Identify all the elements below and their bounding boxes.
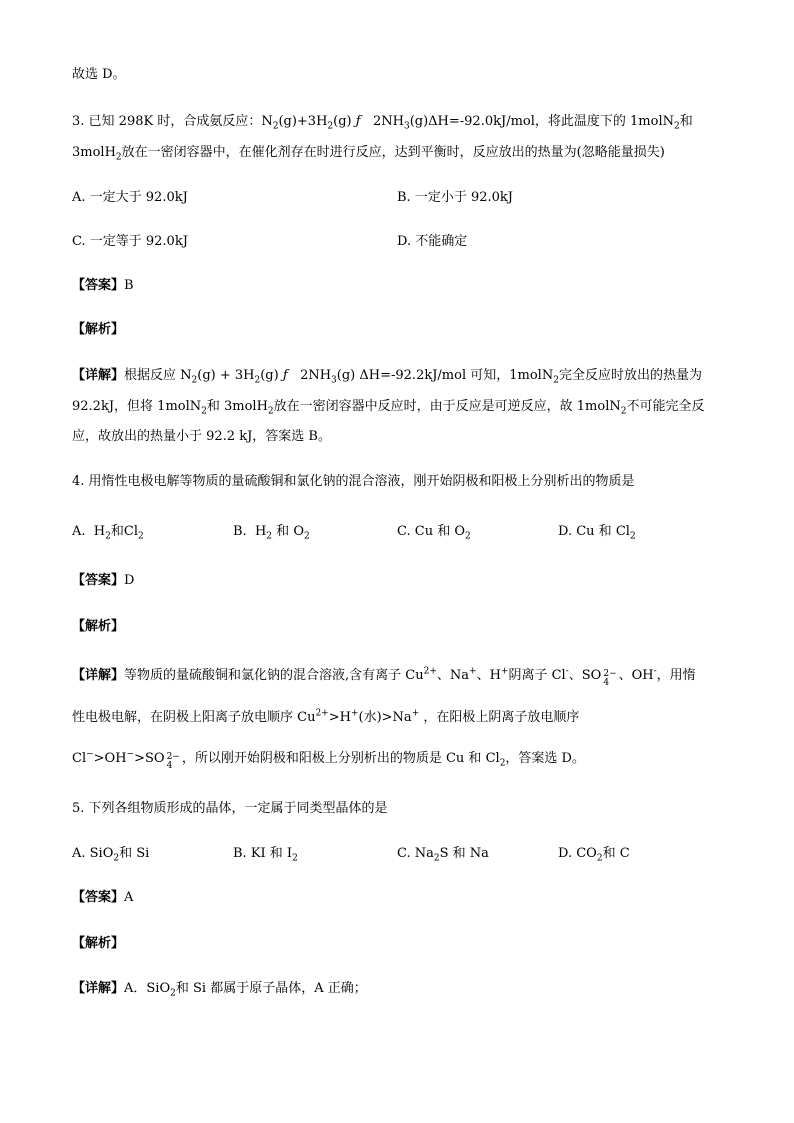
q3-analysis-label: 【解析】: [72, 322, 125, 337]
q4-option-b: B. $H_2$ 和 $O_2$: [233, 524, 310, 542]
q4-option-a: A. $H_2$和$Cl_2$: [72, 524, 144, 542]
q3-detail-line1: 【详解】根据反应 $N_2(g) + 3H_2(g)$ ƒ $2NH_3(g)$ ΔH=-92.2kJ/mol 可知，1molN$_2$完全反应时放出的热量为: [72, 368, 702, 386]
prev-conclusion: 故选 D。: [72, 67, 126, 82]
q4-option-d: D. Cu 和 $Cl_2$: [558, 524, 636, 542]
q3-stem-line2: 3molH$_2$放在一密闭容器中，在催化剂存在时进行反应，达到平衡时，反应放出的热量为(忽略能量损失): [72, 145, 665, 163]
q5-answer: 【答案】A: [72, 890, 134, 905]
q3-option-d: D. 不能确定: [397, 234, 468, 249]
q4-detail-line2: 性电极电解，在阴极上阳离子放电顺序 $Cu^{2+}>H^+$(水)>Na+ ，在阳极上阴离子放电顺序: [72, 708, 580, 725]
q3-answer: 【答案】B: [72, 278, 134, 293]
q5-detail-line1: 【详解】A．SiO$_2$和 Si 都属于原子晶体，A 正确；: [72, 981, 367, 999]
q5-option-d: D. $CO_2$和 C: [558, 846, 630, 864]
q5-analysis-label: 【解析】: [72, 936, 125, 951]
q4-detail-line1: 【详解】等物质的量硫酸铜和氯化钠的混合溶液,含有离子 $Cu^{2+}$、Na+、H+阴离子 Cl-、SO 2− 4 、OH-，用惰: [72, 666, 696, 688]
q4-answer: 【答案】D: [72, 573, 135, 588]
q3-detail-line3: 应，故放出的热量小于 92.2 kJ，答案选 B。: [72, 429, 331, 444]
q3-option-c: C. 一定等于 92.0kJ: [72, 234, 188, 249]
q4-detail-line3: Cl−>OH−>SO 2− 4 ，所以刚开始阴极和阳极上分别析出的物质是 Cu 和 $Cl_2$，答案选 D。: [72, 749, 585, 771]
q3-option-b: B. 一定小于 92.0kJ: [397, 190, 513, 205]
q5-option-c: C. $Na_2S$ 和 Na: [397, 846, 489, 864]
q3-option-a: A. 一定大于 92.0kJ: [72, 190, 188, 205]
q5-option-b: B. KI 和 $I_2$: [233, 846, 298, 864]
q5-option-a: A. SiO$_2$和 Si: [72, 846, 150, 864]
q3-stem-line1: 3. 已知 298K 时，合成氨反应：$N_2(g)+3H_2(g)$ ƒ $2NH_3(g)\Delta H=-92.0kJ$/mol，将此温度下的 1molN$_2$和: [72, 114, 693, 132]
q3-detail-line2: 92.2kJ，但将 1molN$_2$和 3molH$_2$放在一密闭容器中反应时，由于反应是可逆反应，故 1molN$_2$不可能完全反: [72, 399, 705, 417]
q5-stem: 5. 下列各组物质形成的晶体，一定属于同类型晶体的是: [72, 801, 388, 816]
q4-stem: 4. 用惰性电极电解等物质的量硫酸铜和氯化钠的混合溶液，刚开始阴极和阳极上分别析出的物质是: [72, 474, 635, 489]
q4-analysis-label: 【解析】: [72, 619, 125, 634]
q4-option-c: C. Cu 和 $O_2$: [397, 524, 471, 542]
